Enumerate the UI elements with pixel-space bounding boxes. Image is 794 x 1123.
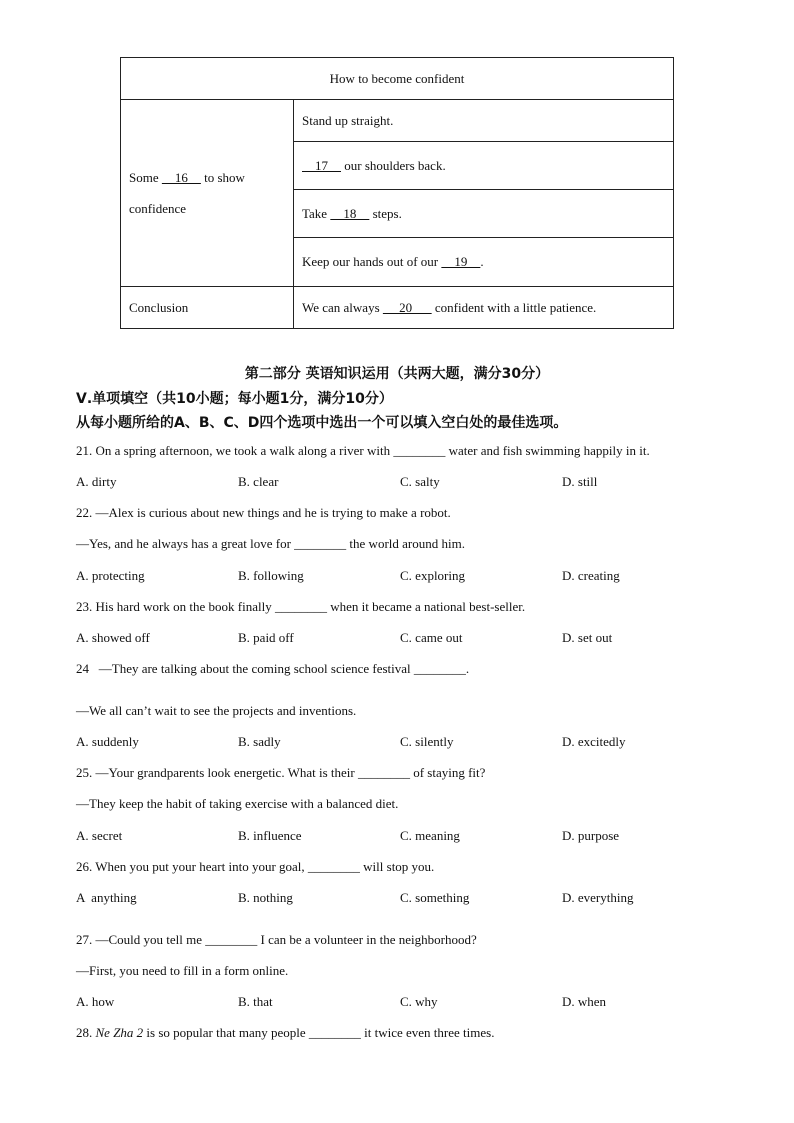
confidence-table — [120, 57, 674, 329]
movie-title: Ne Zha 2 — [95, 1025, 144, 1040]
question-24-line-1: 24 —They are talking about the coming school science festival ________. — [76, 661, 470, 676]
option-b: B. influence — [238, 828, 302, 843]
option-a: A. how — [76, 994, 115, 1009]
blank-20: 20 — [382, 299, 432, 315]
conclusion-text — [294, 287, 674, 329]
option-d: D. creating — [562, 568, 620, 583]
left-label-c: confidence — [129, 201, 187, 216]
option-c: C. salty — [400, 474, 440, 489]
conclusion-b: confident with a little patience. — [431, 299, 597, 315]
option-a: A. protecting — [76, 568, 145, 583]
left-label-a: Some — [129, 170, 162, 185]
row-4-a: Keep our hands out of our — [302, 254, 442, 269]
option-b: B. clear — [238, 474, 279, 489]
question-23: 23. His hard work on the book finally ________ when it became a national best-seller. — [76, 599, 526, 614]
option-d: D. set out — [562, 630, 613, 645]
table-title: How to become confident — [121, 58, 674, 100]
option-a: A. suddenly — [76, 734, 139, 749]
option-d: D. everything — [562, 890, 634, 905]
row-3-b: steps. — [369, 205, 402, 221]
option-d: D. still — [562, 474, 598, 489]
blank-16: 16 — [161, 170, 201, 185]
question-28-number: 28. — [76, 1025, 96, 1040]
table-row-4 — [294, 238, 674, 287]
option-d: D. excitedly — [562, 734, 626, 749]
row-4-b: . — [480, 254, 484, 269]
question-24-line-2: —We all can’t wait to see the projects and inventions. — [76, 703, 357, 718]
conclusion-label: Conclusion — [121, 287, 294, 329]
option-a: A. dirty — [76, 474, 117, 489]
option-c: C. silently — [400, 734, 454, 749]
option-d: D. when — [562, 994, 607, 1009]
part-heading: 第二部分 英语知识运用（共两大题，满分30分） — [244, 366, 550, 382]
instruction: 从每小题所给的A、B、C、D四个选项中选出一个可以填入空白处的最佳选项。 — [76, 415, 568, 431]
question-22-line-2: —Yes, and he always has a great love for ________ the world around him. — [76, 536, 465, 551]
question-28-rest: is so popular that many people ________ it twice even three times. — [143, 1025, 495, 1040]
option-a: A. showed off — [76, 630, 150, 645]
option-b: B. following — [238, 568, 304, 583]
blank-17: 17 — [302, 157, 341, 173]
question-26: 26. When you put your heart into your goal, ________ will stop you. — [76, 859, 435, 874]
question-28 — [76, 1025, 494, 1041]
option-c: C. why — [400, 994, 438, 1009]
question-21: 21. On a spring afternoon, we took a walk along a river with ________ water and fish swimming happily in it. — [76, 443, 650, 458]
question-27-line-2: —First, you need to fill in a form online. — [76, 963, 289, 978]
table-row-1: Stand up straight. — [294, 100, 674, 142]
section-title: Ⅴ.单项填空（共10小题；每小题1分，满分10分） — [76, 391, 393, 407]
option-b: B. nothing — [238, 890, 293, 905]
table-left-label — [121, 100, 294, 287]
conclusion-a: We can always — [302, 299, 383, 315]
option-c: C. exploring — [400, 568, 465, 583]
table-row-3 — [294, 190, 674, 238]
option-b: B. paid off — [238, 630, 294, 645]
blank-19: 19 — [441, 254, 481, 269]
table-row-2 — [294, 142, 674, 190]
option-a: A. secret — [76, 828, 123, 843]
question-22-line-1: 22. —Alex is curious about new things and he is trying to make a robot. — [76, 505, 451, 520]
question-25-line-1: 25. —Your grandparents look energetic. What is their ________ of staying fit? — [76, 765, 486, 780]
option-a: A anything — [76, 890, 137, 905]
option-c: C. meaning — [400, 828, 460, 843]
question-27-line-1: 27. —Could you tell me ________ I can be a volunteer in the neighborhood? — [76, 932, 477, 947]
row-2-text: our shoulders back. — [341, 157, 446, 173]
option-b: B. sadly — [238, 734, 281, 749]
option-d: D. purpose — [562, 828, 620, 843]
left-label-b: to show — [200, 170, 245, 185]
option-b: B. that — [238, 994, 273, 1009]
question-25-line-2: —They keep the habit of taking exercise with a balanced diet. — [76, 796, 399, 811]
blank-18: 18 — [330, 205, 370, 221]
row-3-a: Take — [302, 205, 331, 221]
option-c: C. something — [400, 890, 470, 905]
option-c: C. came out — [400, 630, 463, 645]
